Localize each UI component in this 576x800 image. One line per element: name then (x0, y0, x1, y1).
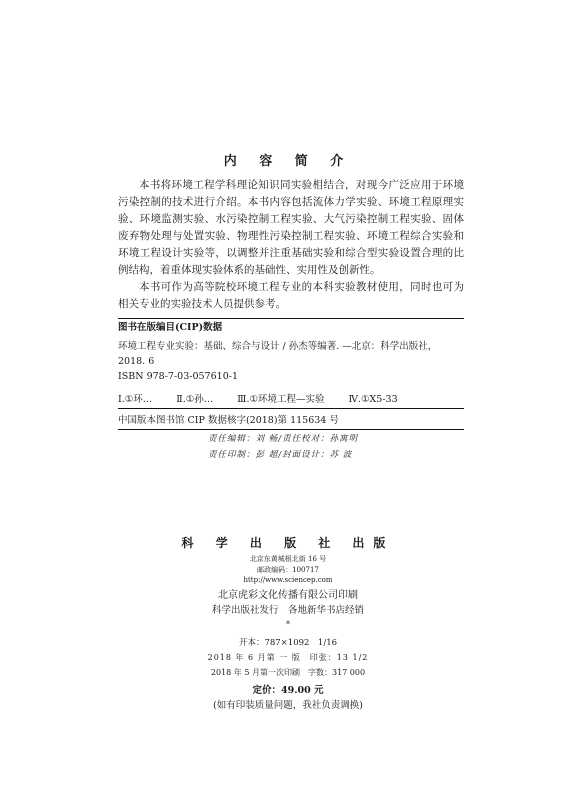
cip-record (118, 339, 464, 384)
publisher-url: http://www.sciencep.com (243, 576, 333, 584)
credits-line-1: 责任编辑：刘 畅/责任校对：孙寓明 (208, 434, 359, 444)
publisher-name: 科 学 出 版 社 出版 (181, 536, 395, 550)
cip-record-text: 环境工程专业实验：基础、综合与设计 / 孙杰等编著. —北京：科学出版社，2018. 6 (118, 341, 438, 367)
summary-title: 内 容 简 介 (223, 154, 353, 169)
separator-asterisk: * (286, 620, 290, 629)
cip-classification (118, 392, 464, 407)
cip-class-4: Ⅳ.①X5-33 (348, 394, 398, 405)
publisher-address: 北京东黄城根北街 16 号 (249, 555, 327, 563)
cip-class-1: Ⅰ.①环… (118, 394, 153, 405)
cip-mid-rule (118, 408, 464, 409)
cip-core-number: 中国版本图书馆 CIP 数据核字(2018)第 115634 号 (118, 415, 339, 426)
cip-class-2: Ⅱ.①孙… (176, 394, 214, 405)
credits-line-2: 责任印制：彭 超/封面设计：苏 波 (208, 450, 353, 460)
cip-class-3: Ⅲ.①环境工程—实验 (237, 394, 325, 405)
impression-line: 2018 年 5 月第一次印刷 字数：317 000 (210, 668, 366, 677)
cip-top-rule (118, 318, 464, 319)
format-line: 开本：787×1092 1/16 (238, 638, 338, 648)
quality-notice: (如有印装质量问题，我社负责调换) (213, 700, 363, 711)
distribution-line: 科学出版社发行 各地新华书店经销 (211, 605, 364, 616)
price-line: 定价：49.00 元 (252, 685, 324, 696)
summary-paragraph-2: 本书可作为高等院校环境工程专业的本科实验教材使用，同时也可为相关专业的实验技术人员提供参考。 (118, 281, 464, 310)
cip-heading: 图书在版编目(CIP)数据 (118, 322, 223, 333)
edition-line: 2018 年 6 月第 一 版 印张：13 1/2 (207, 653, 369, 662)
summary-paragraph-1: 本书将环境工程学科理论知识同实验相结合，对现今广泛应用于环境污染控制的技术进行介绍。本书内容包括流体力学实验、环境工程原理实验、环境监测实验、水污染控制工程实验、大气污染控制工程实验、固体废弃物处理与处置实验、物理性污染控制工程实验、环境工程综合实验和环境工程设计实验等，以调整并注重基础实验和综合型实验设置合理的比例结构，着重体现实验体系的基础性、实用性及创新性。 (118, 179, 464, 276)
cip-isbn: ISBN 978-7-03-057610-1 (118, 371, 238, 382)
printer-line: 北京虎彩文化传播有限公司印刷 (218, 590, 358, 601)
cip-bottom-rule (118, 429, 464, 430)
publisher-postcode: 邮政编码：100717 (257, 566, 319, 574)
